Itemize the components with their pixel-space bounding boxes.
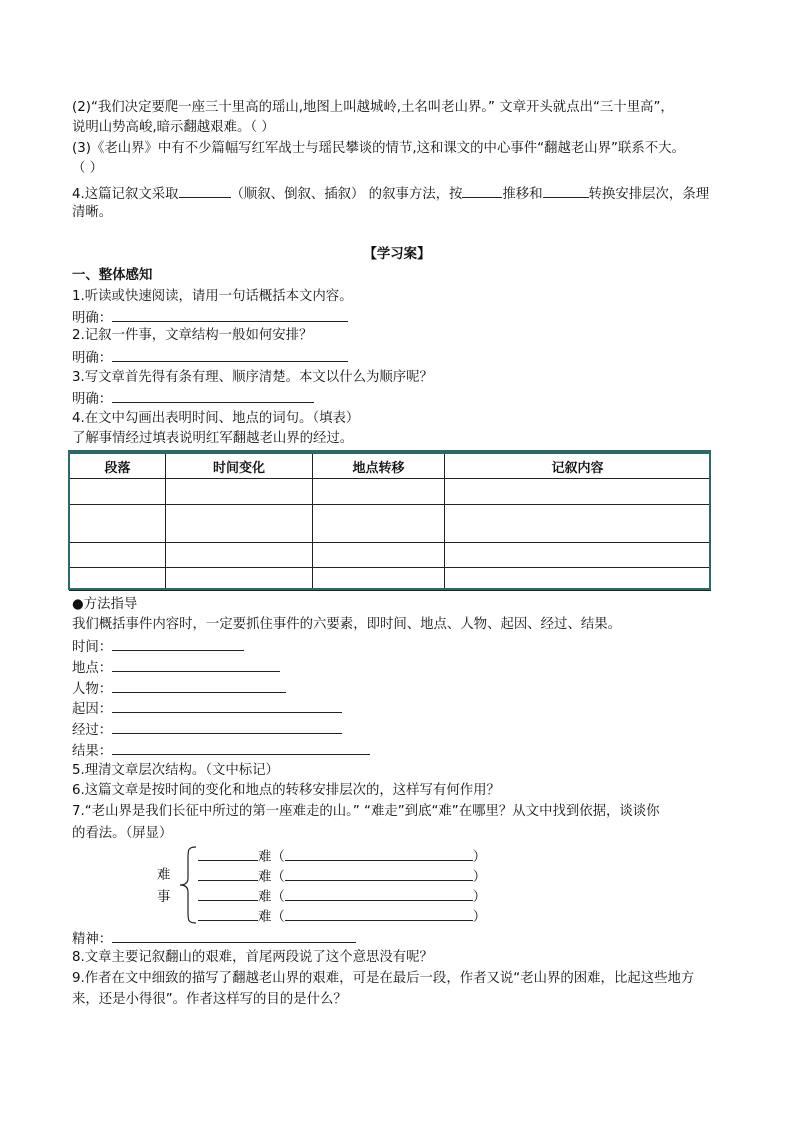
table-cell[interactable] xyxy=(166,505,313,543)
question-9-line-2: 来，还是小得很”。作者这样写的目的是什么？ xyxy=(72,992,347,1007)
element-cause xyxy=(72,698,342,720)
question-7-line-1: 7.“老山界是我们长征中所过的第一座难走的山。” “难走”到底“难”在哪里？从文中找到依据，谈谈你 xyxy=(72,804,660,819)
element-result xyxy=(72,740,370,762)
difficulty-word: 难（ xyxy=(258,890,285,905)
element-time-blank[interactable] xyxy=(112,636,244,651)
difficulty-row xyxy=(198,886,486,908)
difficulty-row xyxy=(198,906,486,928)
answer-2 xyxy=(72,347,348,369)
question-3: 3.写文章首先得有条有理、顺序清楚。本文以什么为顺序呢？ xyxy=(72,370,433,385)
question-5: 5.理清文章层次结构。（文中标记） xyxy=(72,763,279,778)
q4-text-2: （顺叙、倒叙、插叙） 的叙事方法，按 xyxy=(230,187,463,202)
table-cell[interactable] xyxy=(166,479,313,505)
table-cell[interactable] xyxy=(166,568,313,591)
table-row xyxy=(70,543,711,568)
table-cell[interactable] xyxy=(313,543,445,568)
difficulty-blank[interactable] xyxy=(198,866,258,881)
element-place xyxy=(72,657,280,679)
narration-method-blank[interactable] xyxy=(179,183,231,198)
difficulty-evidence-blank[interactable] xyxy=(285,906,473,921)
q4-text-3: 推移和 xyxy=(502,187,543,202)
table-cell[interactable] xyxy=(70,505,166,543)
table-row xyxy=(70,505,711,543)
time-blank[interactable] xyxy=(462,183,502,198)
table-cell[interactable] xyxy=(70,568,166,591)
element-people xyxy=(72,678,286,700)
difficulty-blank[interactable] xyxy=(198,906,258,921)
spirit-blank[interactable] xyxy=(112,928,356,943)
question-7-line-2: 的看法。（屏显） xyxy=(72,826,173,841)
difficulty-word: 难（ xyxy=(258,850,285,865)
answer-3-blank[interactable] xyxy=(112,388,314,403)
judge-item-2-bracket: 说明山势高峻,暗示翻越艰难。（ ） xyxy=(72,120,275,135)
journey-table xyxy=(69,452,711,591)
table-row xyxy=(70,479,711,505)
difficulty-word: 难（ xyxy=(258,870,285,885)
difficulty-word: 难（ xyxy=(258,910,285,925)
answer-label: 明确： xyxy=(72,311,113,326)
answer-3 xyxy=(72,388,314,410)
element-label: 经过： xyxy=(72,723,113,738)
table-cell[interactable] xyxy=(166,543,313,568)
element-process-blank[interactable] xyxy=(112,719,342,734)
judge-item-3: (3)《老山界》中有不少篇幅写红军战士与瑶民攀谈的情节,这和课文的中心事件“翻越老山界”联系不大。 xyxy=(72,141,685,156)
element-process xyxy=(72,719,342,741)
answer-2-blank[interactable] xyxy=(112,347,348,362)
table-row xyxy=(70,568,711,591)
difficulty-row xyxy=(198,846,486,868)
q4-text-1: 4.这篇记叙文采取 xyxy=(72,187,179,202)
difficulty-evidence-blank[interactable] xyxy=(285,846,473,861)
judge-item-2: (2)“我们决定要爬一座三十里高的瑶山,地图上叫越城岭,土名叫老山界。” 文章开头就点出“三十里高”， xyxy=(72,100,674,115)
study-plan-heading: 【学习案】 xyxy=(363,247,431,262)
table-cell[interactable] xyxy=(313,568,445,591)
difficulty-close: ） xyxy=(472,850,487,865)
table-cell[interactable] xyxy=(313,479,445,505)
table-header-row xyxy=(70,453,711,479)
table-cell[interactable] xyxy=(445,479,711,505)
question-9-line-1: 9.作者在文中细致的描写了翻越老山界的艰难，可是在最后一段，作者又说“老山界的困难，比起这些地方 xyxy=(72,971,695,986)
table-cell[interactable] xyxy=(313,505,445,543)
brace-label-difficult: 难 xyxy=(157,868,171,883)
spirit-label: 精神： xyxy=(72,932,113,947)
element-label: 人物： xyxy=(72,682,113,697)
table-cell[interactable] xyxy=(445,505,711,543)
element-result-blank[interactable] xyxy=(112,740,370,755)
question-6: 6.这篇文章是按时间的变化和地点的转移安排层次的，这样写有何作用？ xyxy=(72,783,500,798)
element-cause-blank[interactable] xyxy=(112,698,342,713)
q4-continuation: 清晰。 xyxy=(72,205,113,220)
element-label: 时间： xyxy=(72,640,113,655)
header-narrative-content: 记叙内容 xyxy=(445,453,711,479)
section-title-overall: 一、整体感知 xyxy=(72,268,153,283)
difficulty-evidence-blank[interactable] xyxy=(285,866,473,881)
question-2: 2.记叙一件事，文章结构一般如何安排？ xyxy=(72,328,313,343)
method-guide-text: 我们概括事件内容时，一定要抓住事件的六要素，即时间、地点、人物、起因、经过、结果。 xyxy=(72,617,622,632)
difficulty-close: ） xyxy=(472,910,487,925)
header-place-change: 地点转移 xyxy=(313,453,445,479)
method-guide-title: ●方法指导 xyxy=(72,597,138,612)
question-4b-sub: 了解事情经过填表说明红军翻越老山界的经过。 xyxy=(72,431,354,446)
spirit-line xyxy=(72,928,356,950)
judge-item-3-bracket: （ ） xyxy=(72,161,104,176)
q4-text-4: 转换安排层次，条理 xyxy=(588,187,710,202)
question-4b: 4.在文中勾画出表明时间、地点的词句。（填表） xyxy=(72,411,360,426)
difficulty-blank[interactable] xyxy=(198,886,258,901)
difficulty-close: ） xyxy=(472,890,487,905)
element-label: 结果： xyxy=(72,744,113,759)
difficulty-row xyxy=(198,866,486,888)
table-cell[interactable] xyxy=(445,543,711,568)
question-8: 8.文章主要记叙翻山的艰难，首尾两段说了这个意思没有呢？ xyxy=(72,950,433,965)
answer-label: 明确： xyxy=(72,392,113,407)
brace-label-thing: 事 xyxy=(157,890,171,905)
element-people-blank[interactable] xyxy=(112,678,286,693)
element-label: 起因： xyxy=(72,702,113,717)
element-place-blank[interactable] xyxy=(112,657,280,672)
place-blank[interactable] xyxy=(543,183,589,198)
answer-1-blank[interactable] xyxy=(112,307,348,322)
element-time xyxy=(72,636,244,658)
table-cell[interactable] xyxy=(445,568,711,591)
difficulty-close: ） xyxy=(472,870,487,885)
table-cell[interactable] xyxy=(70,543,166,568)
difficulty-evidence-blank[interactable] xyxy=(285,886,473,901)
element-label: 地点： xyxy=(72,661,113,676)
question-1: 1.听读或快速阅读，请用一句话概括本文内容。 xyxy=(72,289,353,304)
header-paragraph: 段落 xyxy=(70,453,166,479)
difficulty-blank[interactable] xyxy=(198,846,258,861)
q4-fill-in xyxy=(72,183,709,205)
header-time-change: 时间变化 xyxy=(166,453,313,479)
answer-label: 明确： xyxy=(72,351,113,366)
curly-brace-icon xyxy=(178,846,198,924)
table-cell[interactable] xyxy=(70,479,166,505)
